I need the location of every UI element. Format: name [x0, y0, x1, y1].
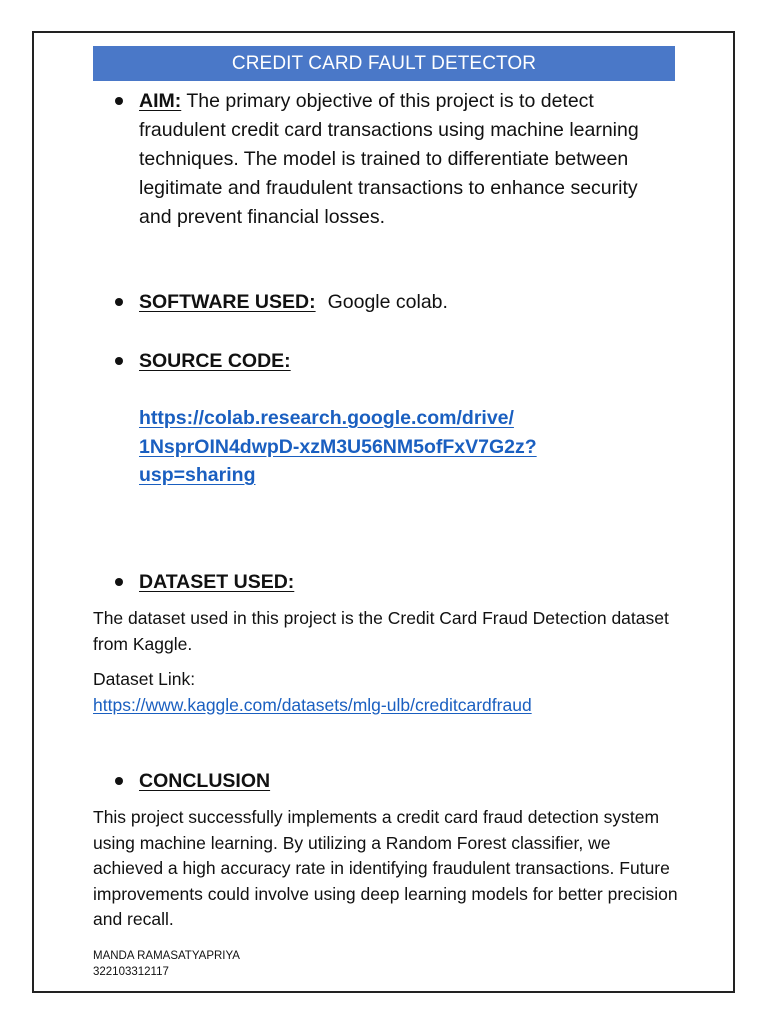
bullet-icon — [115, 97, 123, 105]
conclusion-text: This project successfully implements a credit card fraud detection system using machine learning. By utilizing a Random Forest classifier, we achieved a high accuracy rate in identifying fraudulent transactions. Future improvements could involve using deep learning models for better precision and recall. — [93, 807, 678, 929]
aim-section — [115, 87, 660, 232]
aim-heading: AIM: — [139, 90, 182, 112]
dataset-link-block — [93, 667, 683, 718]
bullet-icon — [115, 298, 123, 306]
dataset-section — [115, 568, 660, 597]
dataset-description: The dataset used in this project is the Credit Card Fraud Detection dataset from Kaggle. — [93, 608, 669, 654]
author-block — [93, 948, 240, 980]
dataset-heading: DATASET USED: — [139, 571, 295, 593]
author-id: 322103312117 — [93, 966, 169, 978]
dataset-link[interactable]: https://www.kaggle.com/datasets/mlg-ulb/creditcardfraud — [93, 694, 532, 715]
bullet-icon — [115, 578, 123, 586]
software-heading: SOFTWARE USED: — [139, 291, 316, 313]
aim-text: The primary objective of this project is to detect fraudulent credit card transactions using machine learning techniques. The model is trained to differentiate between legitimate and fraudulent transactions to enhance security and prevent financial losses. — [139, 90, 639, 228]
source-code-link-line: usp=sharing — [139, 464, 256, 486]
bullet-icon — [115, 777, 123, 785]
source-code-link-line: https://colab.research.google.com/drive/ — [139, 407, 514, 429]
bullet-icon — [115, 357, 123, 365]
source-code-section — [115, 347, 660, 376]
source-code-link-line: 1NsprOIN4dwpD-xzM3U56NM5ofFxV7G2z? — [139, 435, 537, 458]
conclusion-section — [115, 767, 660, 796]
author-name: MANDA RAMASATYAPRIYA — [93, 950, 240, 962]
source-code-link[interactable] — [139, 404, 659, 490]
dataset-link-label: Dataset Link: — [93, 669, 196, 689]
page-title: CREDIT CARD FAULT DETECTOR — [93, 46, 675, 81]
conclusion-heading: CONCLUSION — [139, 770, 271, 792]
source-code-heading: SOURCE CODE: — [139, 350, 291, 372]
software-section — [115, 288, 660, 317]
software-value: Google colab. — [327, 291, 448, 313]
